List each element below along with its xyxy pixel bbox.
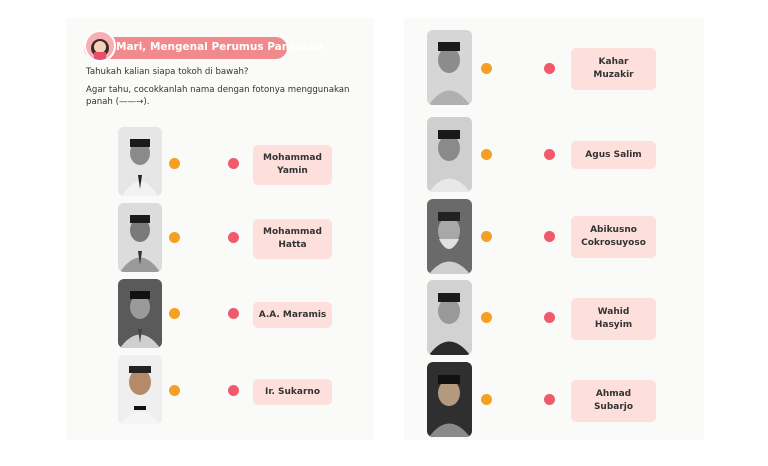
name-box bbox=[571, 141, 656, 169]
portrait-photo bbox=[427, 362, 472, 437]
girl-avatar-icon bbox=[84, 30, 116, 62]
name-connector-dot[interactable] bbox=[544, 231, 555, 242]
name-connector-dot[interactable] bbox=[228, 308, 239, 319]
name-line: A.A. Maramis bbox=[258, 309, 327, 320]
portrait-photo bbox=[118, 127, 162, 196]
name-line: Kahar bbox=[598, 57, 629, 67]
name-box bbox=[253, 145, 332, 185]
name-line: Ir. Sukarno bbox=[264, 386, 321, 397]
name-line: Agus Salim bbox=[585, 149, 642, 160]
name-box bbox=[571, 48, 656, 90]
name-box bbox=[571, 380, 656, 422]
name-connector-dot[interactable] bbox=[228, 158, 239, 169]
name-line: Cokrosuyoso bbox=[581, 238, 646, 248]
photo-connector-dot[interactable] bbox=[481, 231, 492, 242]
name-line: Hasyim bbox=[594, 320, 633, 330]
photo-connector-dot[interactable] bbox=[481, 312, 492, 323]
name-box bbox=[253, 302, 332, 328]
instruction-line: Agar tahu, cocokkanlah nama dengan fotonya menggunakan bbox=[86, 85, 350, 95]
name-line: Wahid bbox=[597, 307, 630, 317]
name-line: Ahmad bbox=[595, 389, 632, 399]
name-connector-dot[interactable] bbox=[228, 232, 239, 243]
name-line: Yamin bbox=[277, 166, 308, 176]
instruction-question: Tahukah kalian siapa tokoh di bawah? bbox=[86, 67, 249, 77]
photo-connector-dot[interactable] bbox=[481, 149, 492, 160]
name-connector-dot[interactable] bbox=[228, 385, 239, 396]
name-line: Muzakir bbox=[593, 70, 634, 80]
portrait-photo bbox=[118, 203, 162, 272]
name-line: Mohammad bbox=[263, 153, 322, 163]
name-line: Subarjo bbox=[593, 402, 634, 412]
name-line: Hatta bbox=[278, 240, 307, 250]
page-title: Mari, Mengenal Perumus Pancasila bbox=[116, 41, 324, 53]
photo-connector-dot[interactable] bbox=[169, 385, 180, 396]
photo-connector-dot[interactable] bbox=[481, 63, 492, 74]
photo-connector-dot[interactable] bbox=[169, 308, 180, 319]
portrait-photo bbox=[118, 279, 162, 348]
name-line: Abikusno bbox=[590, 225, 637, 235]
name-box bbox=[253, 379, 332, 405]
name-connector-dot[interactable] bbox=[544, 149, 555, 160]
name-connector-dot[interactable] bbox=[544, 394, 555, 405]
name-box bbox=[571, 298, 656, 340]
name-box bbox=[253, 219, 332, 259]
photo-connector-dot[interactable] bbox=[169, 158, 180, 169]
name-connector-dot[interactable] bbox=[544, 63, 555, 74]
instruction-arrow-line: panah (——→). bbox=[86, 97, 150, 107]
portrait-photo bbox=[427, 199, 472, 274]
portrait-photo bbox=[118, 355, 162, 424]
name-connector-dot[interactable] bbox=[544, 312, 555, 323]
name-box bbox=[571, 216, 656, 258]
name-line: Mohammad bbox=[263, 227, 322, 237]
portrait-photo bbox=[427, 30, 472, 105]
photo-connector-dot[interactable] bbox=[169, 232, 180, 243]
portrait-photo bbox=[427, 117, 472, 192]
portrait-photo bbox=[427, 280, 472, 355]
photo-connector-dot[interactable] bbox=[481, 394, 492, 405]
